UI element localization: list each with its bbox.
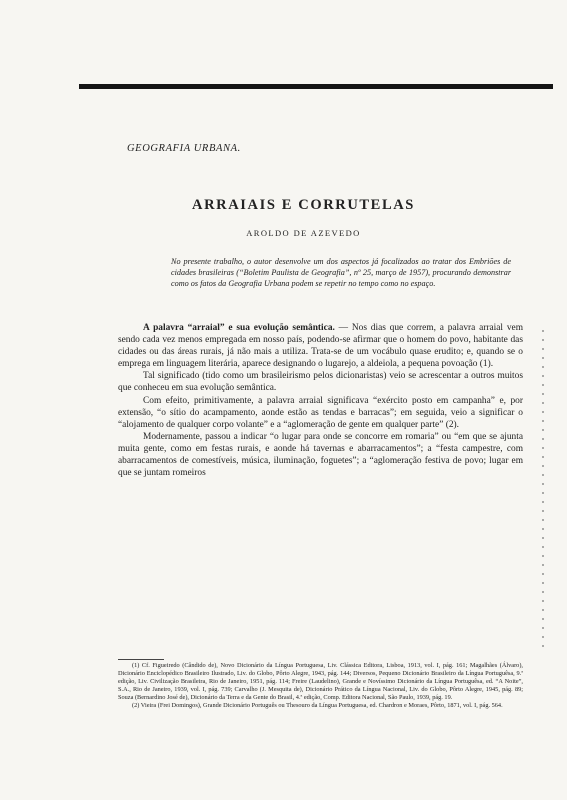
footnote-1: (1) Cf. Figueiredo (Cândido de), Novo Dicionário da Língua Portuguesa, Liv. Clássica Editora, Lisboa, 1913, vol. I, pág. 161; Magalhães (Álvaro), Dicionário Enciclopédico Brasileiro Ilustrado, Liv. do Globo, Pôrto Alegre, 1943, pág. 144; Diversos, Pequeno Dicionário Brasileiro da Língua Portuguêsa, 9.ª edição, Liv. Civilização Brasileira, Rio de Janeiro, 1951, pág. 114; Freire (Laudelino), Grande e Novíssimo Dicionário da Língua Portuguêsa, ed. “A Noite”, S.A., Rio de Janeiro, 1939, vol. I, pág. 739; Carvalho (J. Mesquita de), Dicionário Prático da Língua Nacional, Liv. do Globo, Pôrto Alegre, 1945, pág. 89; Souza (Bernardino José de), Dicionário da Terra e da Gente do Brasil, 4.ª edição, Comp. Editora Nacional, São Paulo, 1939, pág. 19. <box>118 662 523 702</box>
paragraph-4: Modernamente, passou a indicar “o lugar para onde se concorre em romaria” ou “em que se ajunta muita gente, como em festas rurais, e aonde há tavernas e abarracamentos”; a “festa campestre, com abarracamentos de comestíveis, música, iluminação, foguetes”; a “aglomeração festiva de povo; lugar em que se juntam romeiros <box>118 431 523 479</box>
footnotes <box>118 662 523 711</box>
article-abstract: No presente trabalho, o autor desenvolve um dos aspectos já focalizados ao tratar dos Embriões de cidades brasileiras (“Boletim Paulista de Geografia”, nº 25, março de 1957), procurando demonstrar como os fatos da Geografia Urbana podem se repetir no tempo como no espaço. <box>171 257 511 288</box>
article-title: ARRAIAIS E CORRUTELAS <box>192 197 415 213</box>
section-heading: GEOGRAFIA URBANA. <box>127 143 241 154</box>
paragraph-1-lead: A palavra “arraial” e sua evolução semântica. <box>143 323 335 333</box>
footnote-2: (2) Vieira (Frei Domingos), Grande Dicionário Português ou Thesouro da Língua Portuguesa, ed. Chardron e Moraes, Pôrto, 1871, vol. I, pág. 564. <box>132 702 503 710</box>
top-rule <box>79 84 553 89</box>
article-body <box>118 322 523 479</box>
paragraph-3: Com efeito, primitivamente, a palavra arraial significava “exército posto em campanha” e, por extensão, “o sítio do acampamento, aonde estão as tendas e barracas”; em seguida, veio a significar o “alojamento de qualquer corpo volante” e a “aglomeração de gente em qualquer parte” (2). <box>118 395 523 430</box>
article-author: AROLDO DE AZEVEDO <box>246 228 361 238</box>
margin-scan-marks <box>542 330 544 650</box>
paragraph-1-text: — Nos dias que correm, a palavra arraial vem sendo cada vez menos empregada em nosso país, podendo-se afirmar que o homem do povo, habitante das cidades ou das áreas rurais, já não mais a utiliza. Trata-se de um vocábulo quase erudito; e, quando se o emprega em linguagem literária, aparece designando o lugarejo, a aldeiola, a pequena povoação (1). <box>118 323 523 370</box>
footnote-rule <box>118 659 164 660</box>
paragraph-1 <box>118 322 523 370</box>
paragraph-2: Tal significado (tido como um brasileirismo pelos dicionaristas) veio se acrescentar a outros muitos que conheceu em sua evolução semântica. <box>118 371 523 394</box>
